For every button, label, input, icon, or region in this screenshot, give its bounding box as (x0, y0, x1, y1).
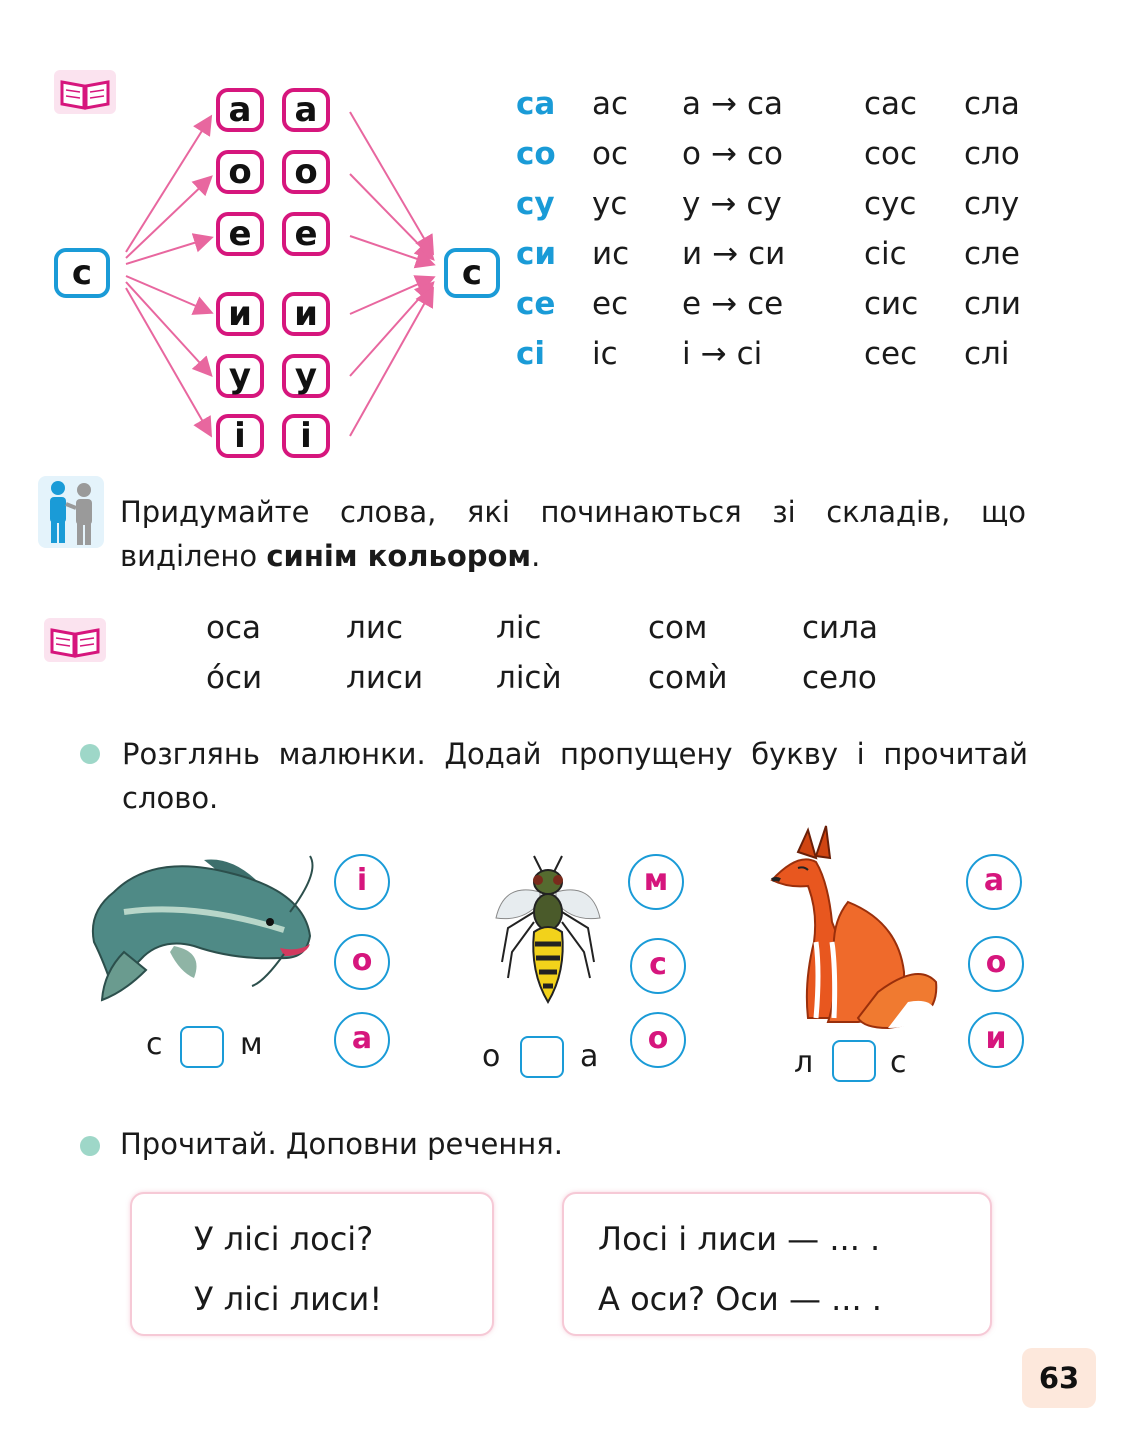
syllable-transform: у → су (682, 186, 782, 222)
sentence: У лісі лосі? (194, 1220, 374, 1258)
letter-option[interactable]: и (968, 1012, 1024, 1068)
letter-option[interactable]: о (630, 1012, 686, 1068)
vowel-box: о (282, 150, 330, 194)
word: село (802, 660, 877, 696)
task-make-words: Придумайте слова, які починаються зі складів, що виділено синім кольором. (120, 495, 1026, 573)
arrow-icon: → (711, 86, 737, 122)
syllable-blue: са (516, 86, 556, 122)
missing-letter-box[interactable] (520, 1036, 564, 1078)
vowel-box: а (216, 88, 264, 132)
syllable-csc: сіс (864, 236, 907, 272)
syllable-reverse: ус (592, 186, 628, 222)
syllable-blue: се (516, 286, 556, 322)
word: сомѝ (648, 660, 728, 696)
syllable-transform: е → се (682, 286, 784, 322)
syllable-csc: сес (864, 336, 918, 372)
fox-picture (768, 822, 940, 1032)
syllable-reverse: ес (592, 286, 629, 322)
letter-option[interactable]: а (334, 1012, 390, 1068)
syllable-reverse: ас (592, 86, 629, 122)
letter-option[interactable]: с (630, 938, 686, 994)
arrow-icon: → (700, 336, 727, 372)
vowel-box: у (216, 354, 264, 398)
syllable-reverse: ис (592, 236, 630, 272)
wasp-picture (494, 852, 602, 1008)
vowel-box: а (282, 88, 330, 132)
word: óси (206, 660, 263, 696)
sentence: А оси? Оси — ... . (598, 1280, 882, 1318)
vowel-box: и (282, 292, 330, 336)
syllable-cl: сла (964, 86, 1020, 122)
word: лісѝ (496, 660, 562, 696)
word-letter: м (240, 1027, 263, 1062)
letter-option[interactable]: о (334, 934, 390, 990)
syllable-reverse: іс (592, 336, 618, 372)
syllable-reverse: ос (592, 136, 629, 172)
bullet-dot (80, 1136, 100, 1156)
syllable-cl: слу (964, 186, 1020, 222)
vowel-box: е (216, 212, 264, 256)
task-look-pictures: Розглянь малюнки. Додай пропущену букву і прочитай слово. (122, 737, 1028, 815)
syllable-csc: сас (864, 86, 918, 122)
vowel-box: і (216, 414, 264, 458)
syllable-blue: со (516, 136, 556, 172)
vowel-box: е (282, 212, 330, 256)
vowel-box: у (282, 354, 330, 398)
people-icon (38, 476, 104, 548)
syllable-cl: сли (964, 286, 1022, 322)
word: ліс (496, 610, 542, 646)
syllable-blue: сі (516, 336, 546, 372)
syllable-blue: су (516, 186, 555, 222)
word-letter: с (890, 1045, 907, 1080)
arrow-icon: → (710, 186, 737, 222)
word: сила (802, 610, 879, 646)
word-letter: л (794, 1045, 814, 1080)
letter-option[interactable]: а (966, 854, 1022, 910)
syllable-transform: а → са (682, 86, 784, 122)
catfish-picture (84, 852, 320, 1004)
arrow-icon: → (710, 136, 737, 172)
word-letter: о (482, 1039, 501, 1074)
sentence: Лосі і лиси — ... . (598, 1220, 881, 1258)
letter-option[interactable]: м (628, 854, 684, 910)
arrow-icon: → (711, 286, 738, 322)
right-consonant-box: с (444, 248, 500, 298)
vowel-box: и (216, 292, 264, 336)
syllable-cl: сле (964, 236, 1020, 272)
sentence: У лісі лиси! (194, 1280, 383, 1318)
arrow-icon: → (712, 236, 739, 272)
left-consonant-box: с (54, 248, 110, 298)
bullet-dot (80, 744, 100, 764)
vowel-box: і (282, 414, 330, 458)
syllable-csc: сис (864, 286, 919, 322)
syllable-cl: слі (964, 336, 1010, 372)
task-read-complete: Прочитай. Доповни речення. (120, 1127, 563, 1161)
page-number: 63 (1022, 1348, 1096, 1408)
word: лиси (346, 660, 424, 696)
syllable-cl: сло (964, 136, 1020, 172)
word: лис (346, 610, 404, 646)
syllable-csc: сос (864, 136, 918, 172)
syllable-transform: і → сі (682, 336, 763, 372)
word-letter: а (580, 1039, 599, 1074)
letter-option[interactable]: і (334, 854, 390, 910)
word-letter: с (146, 1027, 163, 1062)
missing-letter-box[interactable] (180, 1026, 224, 1068)
syllable-transform: и → си (682, 236, 786, 272)
word: сом (648, 610, 708, 646)
book-icon (44, 618, 106, 662)
missing-letter-box[interactable] (832, 1040, 876, 1082)
syllable-blue: си (516, 236, 557, 272)
letter-option[interactable]: о (968, 936, 1024, 992)
word: оса (206, 610, 262, 646)
vowel-box: о (216, 150, 264, 194)
syllable-transform: о → со (682, 136, 783, 172)
syllable-csc: сус (864, 186, 917, 222)
